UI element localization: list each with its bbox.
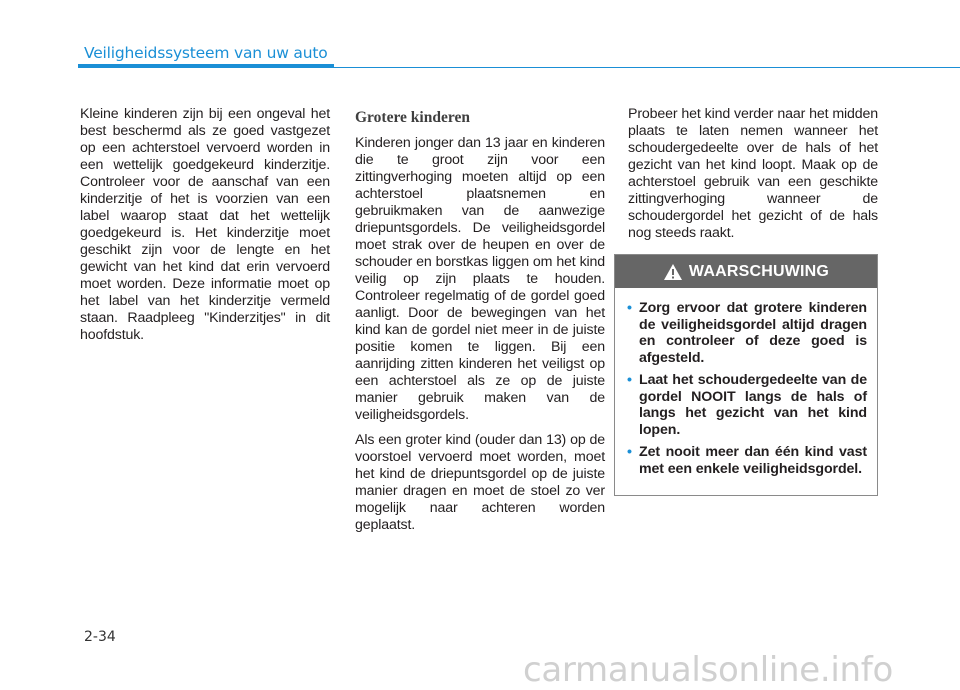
column-left [80, 106, 330, 352]
header-rule-thin [334, 67, 960, 68]
warning-item [627, 372, 867, 438]
warning-item-text: Zorg ervoor dat grotere kinderen de veiligheidsgordel altijd dragen en controleer of deze goed is afgesteld. [639, 300, 867, 366]
paragraph-larger-children: Kinderen jonger dan 13 jaar en kinderen die te groot zijn voor een zittingverhoging moeten altijd op een achterstoel plaatsnemen en gebruikmaken van de aanwezige driepuntsgordels. De veiligheidsgordel moet strak over de heupen en over de schouder en borstkas liggen om het kind veilig op zijn plaats te houden. Controleer regelmatig of de gordel goed aanligt. Door de bewegingen van het kind kan de gordel niet meer in de juiste positie komen te liggen. Bij een aanrijding zitten kinderen het veiligst op een achterstoel als ze op de juiste manier gebruik maken van de veiligheidsgordels. [355, 135, 605, 423]
warning-title: WAARSCHUWING [688, 262, 830, 280]
warning-box [614, 254, 878, 496]
warning-item [627, 300, 867, 366]
warning-triangle-icon [663, 263, 683, 281]
warning-header [615, 255, 877, 288]
section-title: Veiligheidssysteem van uw auto [84, 44, 328, 62]
watermark: carmanualsonline.info [523, 650, 893, 690]
bullet-icon: • [627, 300, 632, 316]
warning-item-text: Laat het schoudergedeelte van de gordel NOOIT langs de hals of langs het gezicht van het kind lopen. [639, 372, 867, 438]
bullet-icon: • [627, 444, 632, 460]
header-rule-thick [78, 64, 334, 68]
page-number: 2-34 [84, 629, 116, 645]
warning-list [615, 288, 877, 477]
bullet-icon: • [627, 372, 632, 388]
column-right [628, 106, 878, 250]
heading-larger-children: Grotere kinderen [355, 109, 470, 126]
warning-item [627, 444, 867, 477]
column-middle [355, 106, 605, 542]
paragraph-child-seat-intro: Kleine kinderen zijn bij een ongeval het best beschermd als ze goed vastgezet op een achterstoel vervoerd worden in een wettelijk goedgekeurd kinderzitje. Controleer voor de aanschaf van een kinderzitje of het is voorzien van een label waarop staat dat het wettelijk goedgekeurd is. Het kinderzitje moet geschikt zijn voor de lengte en het gewicht van het kind dat erin vervoerd moet worden. Deze informatie moet op het label van het kinderzitje vermeld staan. Raadpleeg "Kinderzitjes" in dit hoofdstuk. [80, 106, 330, 343]
paragraph-booster-advice: Probeer het kind verder naar het midden plaats te laten nemen wanneer het schoudergedeelte over de hals of het gezicht van het kind loopt. Maak op de achterstoel gebruik van een geschikte zittingverhoging wanneer de schoudergordel het gezicht of de hals nog steeds raakt. [628, 106, 878, 241]
paragraph-front-seat: Als een groter kind (ouder dan 13) op de voorstoel vervoerd moet worden, moet het kind de driepuntsgordel op de juiste manier dragen en moet de stoel zo ver mogelijk naar achteren worden geplaatst. [355, 432, 605, 533]
warning-item-text: Zet nooit meer dan één kind vast met een enkele veiligheidsgordel. [639, 444, 867, 477]
